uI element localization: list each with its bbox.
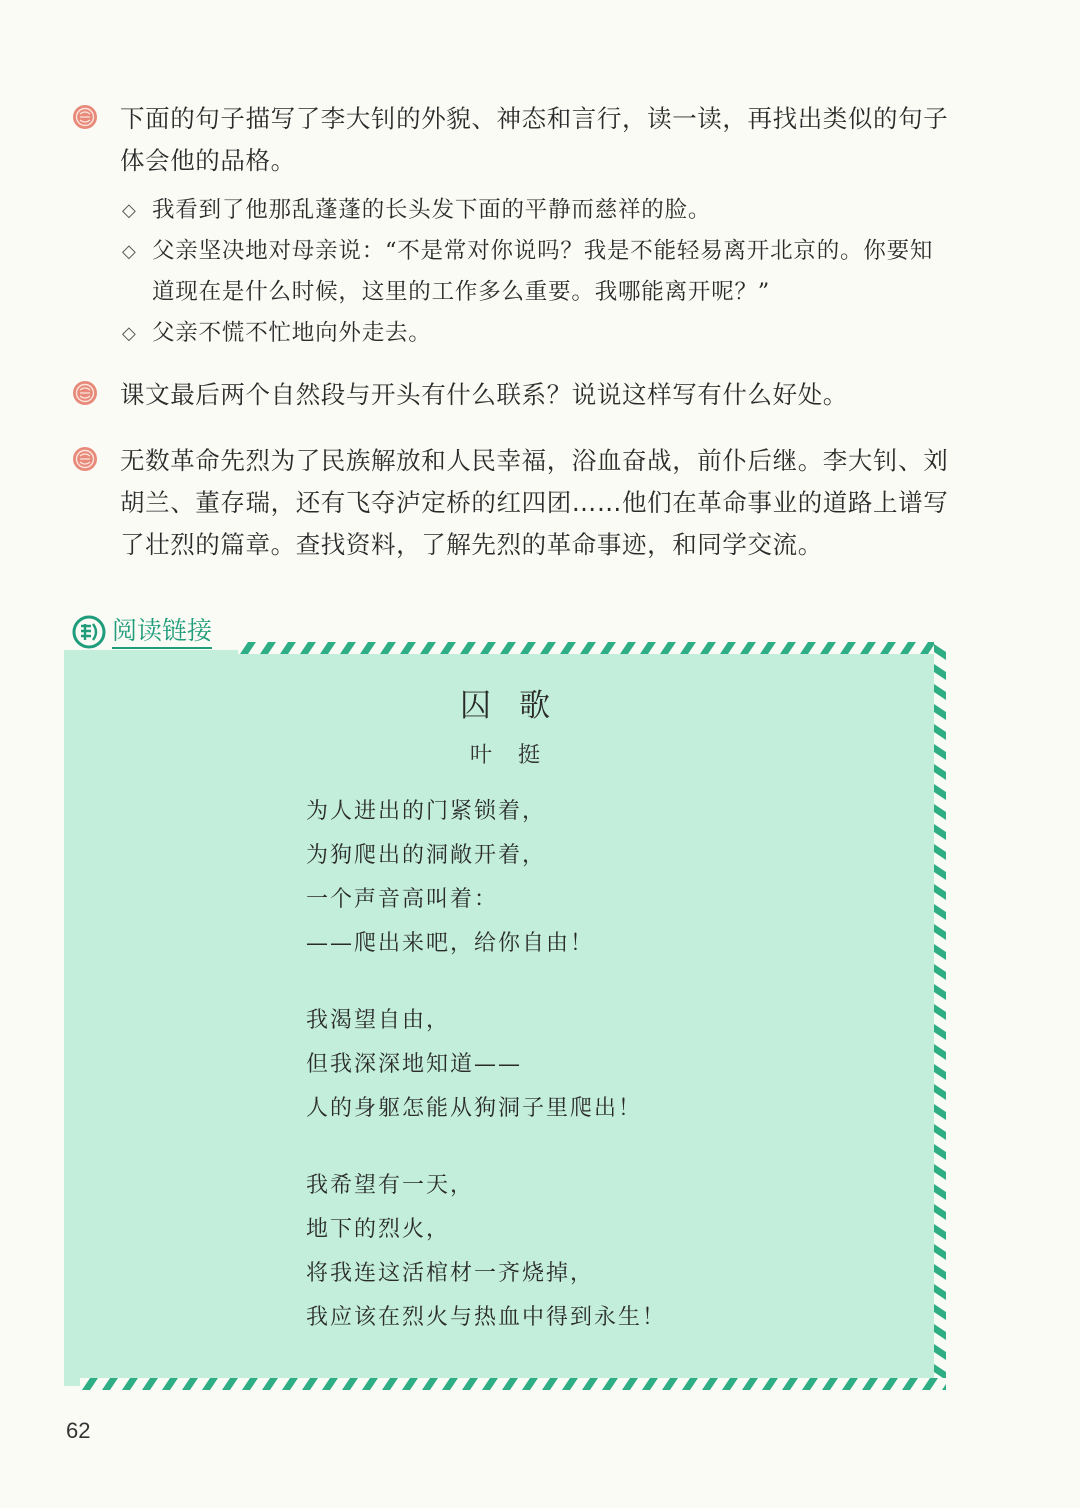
poem-author: 叶挺 <box>469 743 566 768</box>
poem-line: 地下的烈火， <box>306 1217 451 1242</box>
poem-line: 为狗爬出的洞敞开着， <box>306 843 547 868</box>
book-icon <box>72 615 106 649</box>
poem-line: 我希望有一天， <box>306 1173 475 1198</box>
poem-line: 但我深深地知道—— <box>306 1052 523 1077</box>
example-sentence: ◇ 父亲坚决地对母亲说：“不是常对你说吗？我是不能轻易离开北京的。你要知道现在是什么时候，这里的工作多么重要。我哪能离开呢？” <box>122 231 952 313</box>
question-3 <box>72 440 962 566</box>
poem-line: 将我连这活棺材一齐烧掉， <box>306 1261 595 1286</box>
question-2 <box>72 374 962 416</box>
example-sentence: ◇ 父亲不慌不忙地向外走去。 <box>122 313 952 354</box>
poem-box <box>64 650 946 1386</box>
page-number: 62 <box>66 1418 91 1443</box>
example-sentences <box>122 190 952 354</box>
diamond-icon: ◇ <box>122 200 137 221</box>
diamond-icon: ◇ <box>122 323 137 344</box>
question-text: 课文最后两个自然段与开头有什么联系？说说这样写有什么好处。 <box>120 380 848 409</box>
question-text: 下面的句子描写了李大钊的外貌、神态和言行，读一读，再找出类似的句子体会他的品格。 <box>120 104 949 175</box>
poem-line: 我渴望自由， <box>306 1008 451 1033</box>
seal-bullet-icon <box>72 446 98 472</box>
poem-line: 我应该在烈火与热血中得到永生！ <box>306 1305 667 1330</box>
example-sentence: ◇ 我看到了他那乱蓬蓬的长头发下面的平静而慈祥的脸。 <box>122 190 952 231</box>
poem-line: 为人进出的门紧锁着， <box>306 799 547 824</box>
poem-title: 囚歌 <box>460 688 578 724</box>
reading-link-title: 阅读链接 <box>112 615 212 649</box>
stripe-border-bottom <box>80 1378 946 1390</box>
stripe-border-top <box>238 642 944 654</box>
poem-line: ——爬出来吧，给你自由！ <box>306 931 595 956</box>
poem-line: 人的身躯怎能从狗洞子里爬出！ <box>306 1096 643 1121</box>
seal-bullet-icon <box>72 104 98 130</box>
question-1 <box>72 98 962 182</box>
poem-line: 一个声音高叫着： <box>306 887 499 912</box>
poem-body <box>306 790 866 1340</box>
seal-bullet-icon <box>72 380 98 406</box>
question-text: 无数革命先烈为了民族解放和人民幸福，浴血奋战，前仆后继。李大钊、刘胡兰、董存瑞，还有飞夺泸定桥的红四团……他们在革命事业的道路上谱写了壮烈的篇章。查找资料，了解先烈的革命事迹，和同学交流。 <box>120 446 949 559</box>
diamond-icon: ◇ <box>122 241 137 262</box>
stripe-border-right <box>934 642 946 1384</box>
